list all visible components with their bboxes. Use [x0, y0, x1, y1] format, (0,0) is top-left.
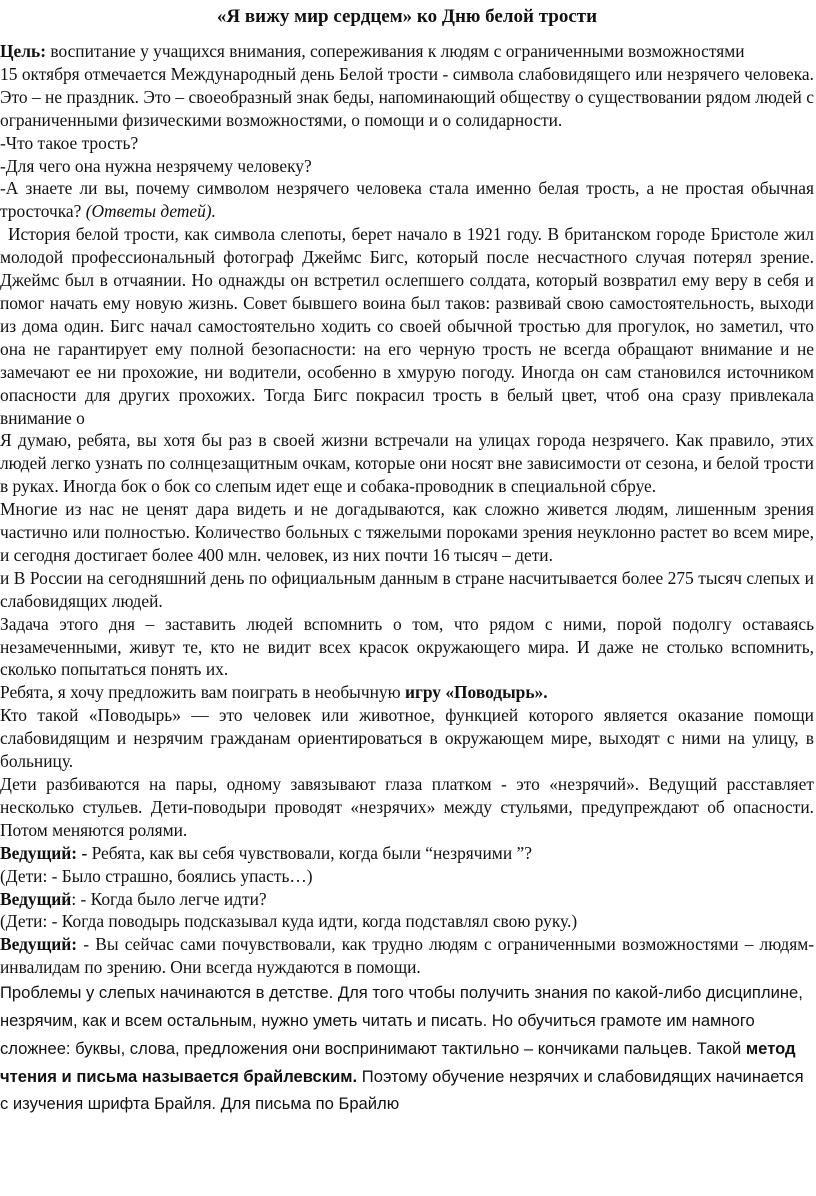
goal-paragraph — [0, 40, 814, 63]
dialog-text-5: - Вы сейчас сами почувствовали, как трудно людям с ограниченными возможностями – людям-инвалидам по зрению. Они всегда нуждаются в помощи. — [0, 934, 814, 978]
paragraph-history: История белой трости, как символа слепоты, берет начало в 1921 году. В британском городе Бристоле жил молодой профессиональный фотограф Джеймс Бигс, который после несчастного случая потерял зрение. Джеймс был в отчаянии. Но однажды он встретил ослепшего солдата, который возвратил ему веру в себя и помог начать ему новую жизнь. Совет бывшего воина был таков: развивай свою самостоятельность, выходи из дома один. Бигс начал самостоятельно ходить со своей обычной тростью для прогулок, но заметил, что она не гарантирует ему полной безопасности: на его черную трость не всегда обращают внимание и не замечают ее ни прохожие, ни водители, особенно в хмурую погоду. Иногда он сам становился источником опасности для других прохожих. Тогда Бигс покрасил трость в белый цвет, чтоб она сразу привлекала внимание о — [0, 224, 814, 428]
goal-text: воспитание у учащихся внимания, сопереживания к людям с ограниченными возможностями — [46, 41, 745, 61]
host-label-1: Ведущий: - — [0, 842, 88, 863]
paragraph-intro: 15 октября отмечается Международный день Белой трости - символа слабовидящего или незрячего человека. Это – не праздник. Это – своеобразный знак беды, напоминающий обществу о существовании рядом людей с ограниченными физическими возможностями, о помощи и о солидарности. — [0, 63, 814, 130]
paragraph-task: Задача этого дня – заставить людей вспомнить о том, что рядом с ними, порой подолгу оставаясь незамеченными, живут те, кто не видит всех красок окружающего мира. И даже не столько вспомнить, сколько попытаться понять их. — [0, 613, 814, 680]
braille-text-a: Проблемы у слепых начинаются в детстве. Для того чтобы получить знания по какой-либо дисциплине, незрячим, как и всем остальным, нужно уметь читать и писать. Но обучиться грамоте им намного сложнее: буквы, слова, предложения они воспринимают тактильно – кончиками пальцев. Такой — [0, 983, 803, 1058]
paragraph-statistics: Многие из нас не ценят дара видеть и не догадываются, как сложно живется людям, лишенным зрения частично или полностью. Количество больных с тяжелыми пороками зрения неуклонно растет во всем мире, и сегодня достигает более 400 млн. человек, из них почти 16 тысяч – дети. — [0, 499, 814, 565]
document-title: «Я вижу мир сердцем» ко Дню белой трости — [216, 6, 598, 27]
question-3 — [0, 177, 814, 223]
dialog-text-1: Ребята, как вы себя чувствовали, когда были “незрячими ”? — [87, 842, 532, 863]
goal-label: Цель: — [0, 41, 46, 61]
question-2: -Для чего она нужна незрячему человеку? — [0, 155, 312, 176]
paragraph-game-rules: Дети разбиваются на пары, одному завязывают глаза платком - это «незрячий». Ведущий расставляет несколько стульев. Дети-поводыри проводят «незрячих» между стульями, предупреждают об опасности. Потом меняются ролями. — [0, 774, 814, 840]
question-3-text: -А знаете ли вы, почему символом незрячего человека стала именно белая трость, а не простая обычная тросточка? — [0, 178, 814, 222]
braille-text-b: Поэтому обучение незрячих и слабовидящих начинается с изучения шрифта Брайля. Для письма по Брайлю — [0, 1066, 804, 1114]
dialog-line-4: (Дети: - Когда поводырь подсказывал куда идти, когда подставлял свою руку.) — [0, 911, 578, 932]
dialog-line-2: (Дети: - Было страшно, боялись упасть…) — [0, 865, 313, 886]
dialog-line-3 — [0, 888, 814, 911]
dialog-line-1 — [0, 842, 814, 865]
game-intro-text: Ребята, я хочу предложить вам поиграть в необычную — [0, 682, 405, 703]
paragraph-meeting: Я думаю, ребята, вы хотя бы раз в своей жизни встречали на улицах города незрячего. Как правило, этих людей легко узнать по солнцезащитным очкам, которые они носят вне зависимости от сезона, и белой трости в руках. Иногда бок о бок со слепым идет еще и собака-проводник в специальной сбруе. — [0, 430, 814, 497]
paragraph-game-intro — [0, 681, 814, 704]
paragraph-guide-definition: Кто такой «Поводырь» — это человек или животное, функцией которого является оказание помощи слабовидящим и незрячим гражданам ориентироваться в окружающем мире, выходят с ними на улицу, в больницу. — [0, 705, 814, 772]
host-label-3: Ведущий: — [0, 934, 78, 955]
braille-method: метод чтения и письма называется брайлевским. — [0, 1038, 796, 1086]
question-1: -Что такое трость? — [0, 132, 139, 153]
paragraph-russia: и В России на сегодняшний день по официальным данным в стране насчитывается более 275 тысяч слепых и слабовидящих людей. — [0, 567, 814, 611]
host-label-2: Ведущий — [0, 888, 72, 909]
dialog-text-3: : - Когда было легче идти? — [71, 888, 267, 909]
game-name: игру «Поводырь». — [404, 682, 548, 703]
paragraph-braille — [0, 979, 814, 1118]
dialog-line-5 — [0, 933, 814, 979]
question-3-note: (Ответы детей). — [85, 201, 216, 222]
